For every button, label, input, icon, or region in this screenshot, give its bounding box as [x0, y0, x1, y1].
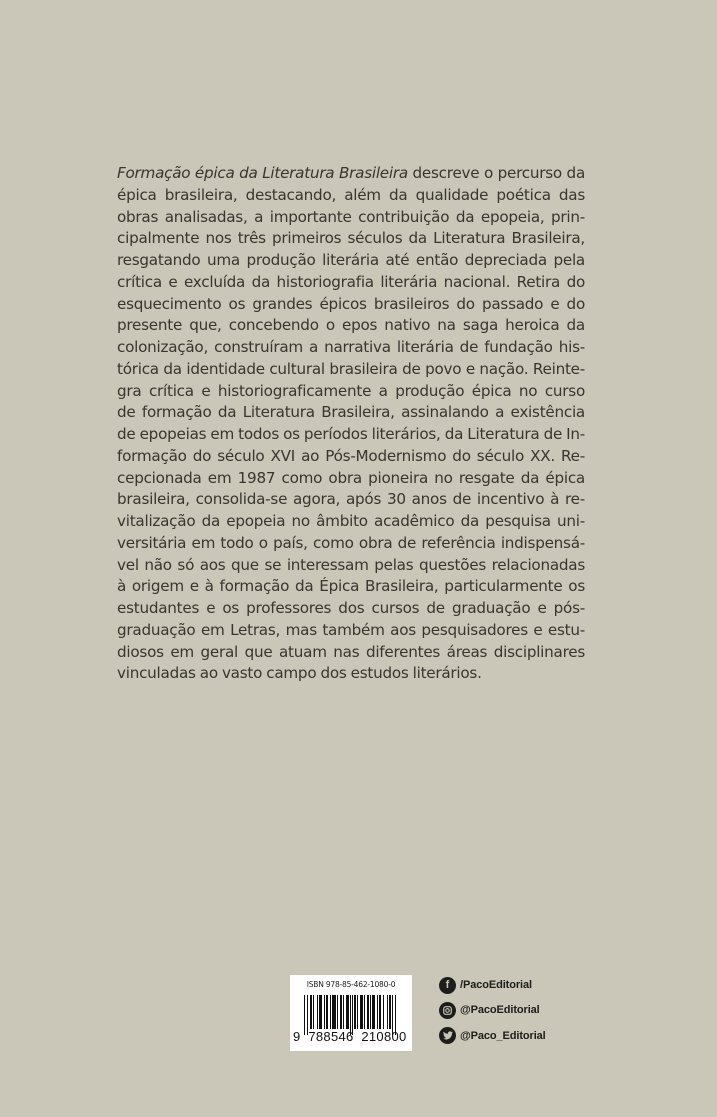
blurb-line: resgatando uma produção literária até então depreciada pela: [117, 251, 585, 269]
blurb-line: gra crítica e historiograficamente a produção épica no curso: [117, 381, 585, 400]
blurb-line: crítica e excluída da historiografia literária nacional. Retira do: [117, 272, 585, 291]
blurb-line: Formação épica da Literatura Brasileira descreve o percurso da: [117, 164, 585, 182]
barcode-bars: [304, 995, 400, 1033]
twitter-handle: @Paco_Editorial: [460, 1029, 546, 1042]
isbn-barcode: [290, 975, 412, 1051]
blurb-line: vel não só aos que se interessam pelas questões relacionadas: [117, 555, 585, 574]
facebook-handle: /PacoEditorial: [460, 979, 532, 991]
barcode-digits: 9 788546 210800: [293, 1029, 407, 1044]
instagram-handle: @PacoEditorial: [460, 1004, 540, 1017]
blurb-line: cepcionada em 1987 como obra pioneira no resgate da épica: [117, 468, 585, 487]
social-facebook[interactable]: [439, 976, 546, 994]
blurb-line: tórica da identidade cultural brasileira de povo e nação. Reinte-: [117, 359, 585, 378]
blurb-line: colonização, construíram a narrativa literária de fundação his-: [117, 338, 585, 356]
blurb-line: graduação em Letras, mas também aos pesquisadores e estu-: [117, 620, 585, 639]
instagram-icon: [439, 1002, 456, 1019]
back-cover-blurb: [117, 163, 585, 685]
book-title-italic: Formação épica da Literatura Brasileira: [117, 164, 408, 182]
social-links: [439, 976, 546, 1052]
blurb-line: presente que, concebendo o epos nativo na saga heroica da: [117, 316, 585, 335]
blurb-line: cipalmente nos três primeiros séculos da Literatura Brasileira,: [117, 229, 585, 248]
blurb-line: de formação da Literatura Brasileira, assinalando a existência: [117, 403, 585, 422]
blurb-line: brasileira, consolida-se agora, após 30 anos de incentivo à re-: [117, 490, 585, 509]
social-twitter[interactable]: [439, 1027, 546, 1045]
blurb-line: esquecimento os grandes épicos brasileiros do passado e do: [117, 294, 585, 313]
blurb-line: vitalização da epopeia no âmbito acadêmico da pesquisa uni-: [117, 512, 585, 530]
social-instagram[interactable]: [439, 1001, 546, 1019]
blurb-line: formação do século XVI ao Pós-Modernismo do século XX. Re-: [117, 446, 585, 465]
blurb-line: obras analisadas, a importante contribuição da epopeia, prin-: [117, 207, 585, 226]
blurb-line: vinculadas ao vasto campo dos estudos literários.: [117, 664, 482, 683]
blurb-line: diosos em geral que atuam nas diferentes áreas disciplinares: [117, 642, 585, 661]
blurb-line: estudantes e os professores dos cursos de graduação e pós-: [117, 599, 585, 617]
blurb-line: à origem e à formação da Épica Brasileira, particularmente os: [117, 577, 585, 596]
isbn-label: ISBN 978-85-462-1080-0: [306, 980, 396, 989]
blurb-line: de epopeias em todos os períodos literários, da Literatura de In-: [117, 425, 585, 443]
blurb-line: épica brasileira, destacando, além da qualidade poética das: [117, 185, 585, 204]
twitter-icon: [439, 1027, 456, 1044]
facebook-icon: f: [439, 977, 456, 994]
blurb-line: versitária em todo o país, como obra de referência indispensá-: [117, 533, 585, 552]
